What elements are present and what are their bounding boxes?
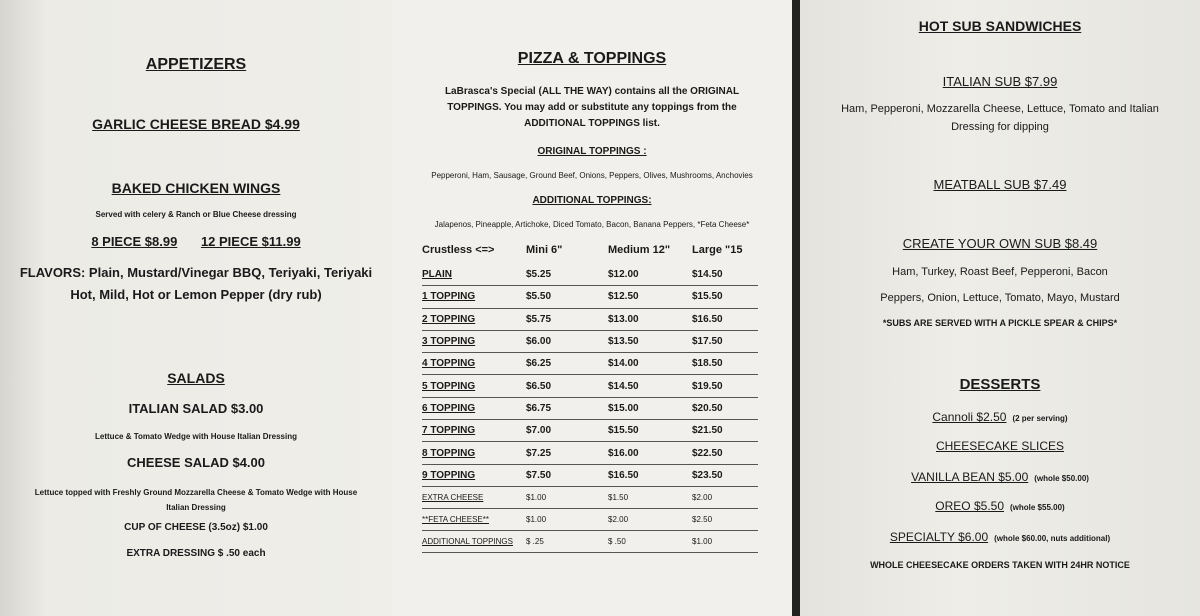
price-cell-name: 4 TOPPING (422, 353, 526, 375)
price-cell-medium: $16.50 (608, 464, 692, 486)
price-cell-mini: $5.50 (526, 286, 608, 308)
price-cell-name: PLAIN (422, 264, 526, 286)
whole-cheesecake-note: WHOLE CHEESECAKE ORDERS TAKEN WITH 24HR NOTICE (870, 560, 1130, 570)
price-row (422, 353, 758, 375)
subs-served-note: *SUBS ARE SERVED WITH A PICKLE SPEAR & CHIPS* (882, 318, 1118, 328)
price-cell-mini: $6.50 (526, 375, 608, 397)
price-cell-medium: $15.50 (608, 420, 692, 442)
menu-sheet-pizza (392, 0, 792, 616)
price-row (422, 330, 758, 352)
price-cell-medium: $16.00 (608, 442, 692, 464)
header-medium: Medium 12" (608, 244, 671, 256)
price-cell-large: $14.50 (692, 264, 758, 286)
specialty-note: (whole $60.00, nuts additional) (994, 534, 1111, 543)
special-note: LaBrasca's Special (ALL THE WAY) contains all the ORIGINAL TOPPINGS. You may add or substitute any toppings from the ADDITIONAL TOPPINGS list. (444, 86, 740, 129)
price-cell-mini: $1.00 (526, 508, 608, 530)
price-cell-mini: $7.00 (526, 420, 608, 442)
specialty-item (800, 530, 1200, 544)
wings-8-piece: 8 PIECE $8.99 (91, 234, 178, 249)
garlic-cheese-bread-item: GARLIC CHEESE BREAD $4.99 (92, 116, 300, 132)
price-cell-name: 8 TOPPING (422, 442, 526, 464)
italian-sub-description: Ham, Pepperoni, Mozzarella Cheese, Lettuce, Tomato and Italian Dressing for dipping (841, 103, 1159, 133)
appetizers-heading: APPETIZERS (145, 56, 247, 73)
wings-note: Served with celery & Ranch or Blue Cheese dressing (95, 210, 297, 219)
price-cell-mini: $6.25 (526, 353, 608, 375)
price-extra-row (422, 486, 758, 508)
price-row (422, 375, 758, 397)
oreo-note: (whole $55.00) (1010, 503, 1065, 512)
price-cell-medium: $13.50 (608, 330, 692, 352)
price-cell-name: 1 TOPPING (422, 286, 526, 308)
price-cell-name: 3 TOPPING (422, 330, 526, 352)
price-cell-name: 7 TOPPING (422, 420, 526, 442)
price-cell-name: 9 TOPPING (422, 464, 526, 486)
vanilla-bean-price: VANILLA BEAN $5.00 (911, 470, 1029, 484)
price-cell-medium: $14.50 (608, 375, 692, 397)
extra-dressing-item: EXTRA DRESSING $ .50 each (126, 548, 266, 559)
menu-sheet-appetizers (0, 0, 392, 616)
price-extra-row (422, 530, 758, 552)
price-cell-large: $19.50 (692, 375, 758, 397)
wings-prices (0, 234, 392, 249)
vanilla-bean-note: (whole $50.00) (1034, 474, 1089, 483)
cheese-salad-note: Lettuce topped with Freshly Ground Mozzarella Cheese & Tomato Wedge with House Italian Dressing (34, 488, 358, 512)
cannoli-note: (2 per serving) (1012, 414, 1068, 423)
price-cell-large: $18.50 (692, 353, 758, 375)
cup-of-cheese-item: CUP OF CHEESE (3.5oz) $1.00 (124, 522, 268, 533)
price-cell-medium: $12.00 (608, 264, 692, 286)
price-row (422, 442, 758, 464)
price-cell-mini: $ .25 (526, 530, 608, 552)
original-toppings-heading: ORIGINAL TOPPINGS : (537, 146, 647, 157)
price-cell-medium: $15.00 (608, 397, 692, 419)
meatball-sub-item: MEATBALL SUB $7.49 (933, 177, 1067, 192)
price-cell-large: $22.50 (692, 442, 758, 464)
cheese-salad-item: CHEESE SALAD $4.00 (127, 455, 265, 470)
cannoli-item (800, 410, 1200, 424)
wing-flavors: FLAVORS: Plain, Mustard/Vinegar BBQ, Teriyaki, Teriyaki Hot, Mild, Hot or Lemon Pepper (dry rub) (19, 265, 373, 302)
price-table-header (422, 240, 758, 264)
wings-12-piece: 12 PIECE $11.99 (200, 234, 301, 249)
oreo-item (800, 499, 1200, 513)
price-cell-medium: $13.00 (608, 308, 692, 330)
original-toppings-list: Pepperoni, Ham, Sausage, Ground Beef, Onions, Peppers, Olives, Mushrooms, Anchovies (431, 171, 753, 180)
price-row (422, 420, 758, 442)
pizza-price-table (422, 240, 758, 553)
italian-salad-item: ITALIAN SALAD $3.00 (128, 401, 264, 416)
price-cell-large: $23.50 (692, 464, 758, 486)
hot-subs-heading: HOT SUB SANDWICHES (918, 18, 1082, 34)
price-row (422, 286, 758, 308)
price-cell-large: $17.50 (692, 330, 758, 352)
price-table-body (422, 264, 758, 552)
price-cell-large: $2.50 (692, 508, 758, 530)
cyo-toppings: Peppers, Onion, Lettuce, Tomato, Mayo, Mustard (880, 292, 1120, 304)
cyo-meats: Ham, Turkey, Roast Beef, Pepperoni, Bacon (892, 266, 1108, 278)
create-your-own-sub-item: CREATE YOUR OWN SUB $8.49 (902, 236, 1098, 251)
price-cell-medium: $ .50 (608, 530, 692, 552)
header-crustless: Crustless <=> (422, 244, 495, 256)
italian-sub-item: ITALIAN SUB $7.99 (942, 74, 1058, 89)
header-mini: Mini 6" (526, 244, 563, 256)
price-cell-name: 5 TOPPING (422, 375, 526, 397)
price-cell-mini: $7.50 (526, 464, 608, 486)
price-cell-large: $2.00 (692, 486, 758, 508)
specialty-price: SPECIALTY $6.00 (889, 530, 989, 544)
price-cell-large: $15.50 (692, 286, 758, 308)
cannoli-price: Cannoli $2.50 (932, 410, 1007, 424)
price-cell-mini: $6.75 (526, 397, 608, 419)
price-cell-medium: $2.00 (608, 508, 692, 530)
vanilla-bean-item (800, 470, 1200, 484)
price-cell-large: $21.50 (692, 420, 758, 442)
price-cell-name: **FETA CHEESE** (422, 508, 526, 530)
price-row (422, 464, 758, 486)
header-large: Large "15 (692, 244, 743, 256)
price-cell-name: ADDITIONAL TOPPINGS (422, 530, 526, 552)
price-cell-medium: $1.50 (608, 486, 692, 508)
cheesecake-heading: CHEESECAKE SLICES (935, 439, 1065, 453)
price-cell-mini: $1.00 (526, 486, 608, 508)
price-cell-mini: $6.00 (526, 330, 608, 352)
price-cell-name: EXTRA CHEESE (422, 486, 526, 508)
price-cell-large: $1.00 (692, 530, 758, 552)
additional-toppings-list: Jalapenos, Pineapple, Artichoke, Diced Tomato, Bacon, Banana Peppers, *Feta Cheese* (434, 220, 750, 229)
price-row (422, 308, 758, 330)
pizza-heading: PIZZA & TOPPINGS (517, 50, 667, 67)
price-cell-large: $16.50 (692, 308, 758, 330)
price-cell-mini: $7.25 (526, 442, 608, 464)
desserts-heading: DESSERTS (959, 376, 1041, 393)
wings-heading: BAKED CHICKEN WINGS (111, 180, 281, 196)
price-cell-medium: $12.50 (608, 286, 692, 308)
price-cell-mini: $5.75 (526, 308, 608, 330)
oreo-price: OREO $5.50 (935, 499, 1004, 513)
price-cell-large: $20.50 (692, 397, 758, 419)
price-row (422, 397, 758, 419)
price-cell-medium: $14.00 (608, 353, 692, 375)
price-cell-name: 2 TOPPING (422, 308, 526, 330)
salads-heading: SALADS (167, 370, 225, 386)
price-row (422, 264, 758, 286)
italian-salad-note: Lettuce & Tomato Wedge with House Italian Dressing (95, 432, 297, 441)
price-cell-mini: $5.25 (526, 264, 608, 286)
price-extra-row (422, 508, 758, 530)
additional-toppings-heading: ADDITIONAL TOPPINGS: (532, 195, 652, 206)
price-cell-name: 6 TOPPING (422, 397, 526, 419)
menu-sheet-subs-desserts (800, 0, 1200, 616)
